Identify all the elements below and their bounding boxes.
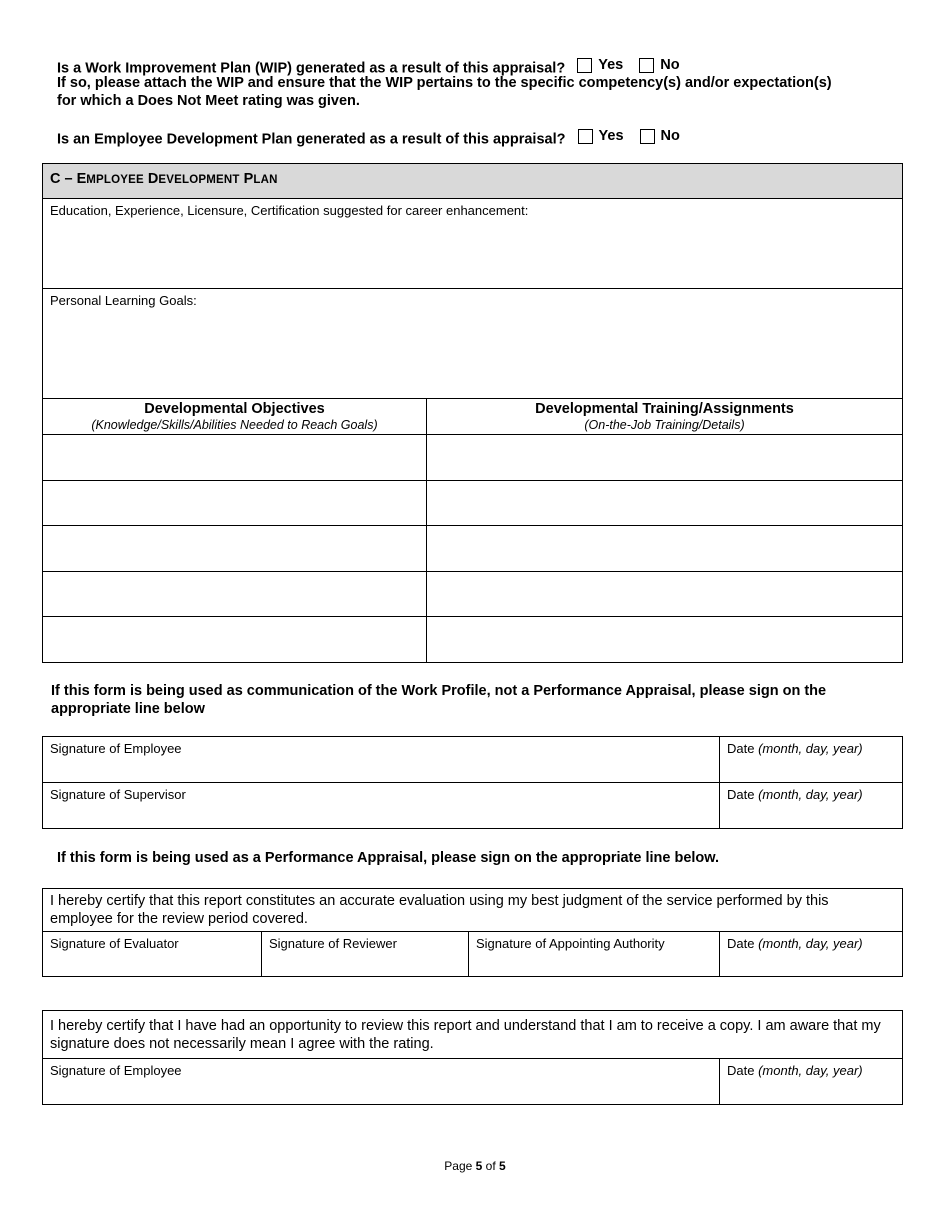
training-cell[interactable]: [427, 481, 903, 526]
work-profile-instruction: [51, 682, 921, 718]
employee-date-field[interactable]: Date (month, day, year): [720, 737, 903, 783]
objective-cell[interactable]: [43, 435, 427, 481]
employee-acknowledgement-text: I hereby certify that I have had an opportunity to review this report and understand that I am to receive a copy. I am aware that my signature does not necessarily mean I agree with the rating.: [43, 1011, 903, 1059]
wip-yes-option[interactable]: [577, 56, 623, 74]
training-cell[interactable]: [427, 526, 903, 572]
learning-goals-label: Personal Learning Goals:: [50, 293, 197, 308]
objective-cell[interactable]: [43, 617, 427, 663]
training-cell[interactable]: [427, 435, 903, 481]
education-field[interactable]: [43, 199, 903, 289]
work-profile-signature-table: [42, 736, 903, 829]
education-label: Education, Experience, Licensure, Certification suggested for career enhancement:: [50, 203, 529, 218]
training-cell[interactable]: [427, 572, 903, 617]
wip-no-checkbox[interactable]: [639, 58, 654, 73]
objectives-column-header: [43, 399, 427, 435]
appraisal-instruction: If this form is being used as a Performance Appraisal, please sign on the appropriate line below.: [57, 850, 720, 866]
training-column-header: [427, 399, 903, 435]
evaluation-date-field[interactable]: Date (month, day, year): [720, 932, 903, 977]
wip-no-option[interactable]: [639, 56, 679, 74]
objectives-title: Developmental Objectives: [144, 401, 325, 417]
objective-cell[interactable]: [43, 526, 427, 572]
evaluator-certification-text: I hereby certify that this report constitutes an accurate evaluation using my best judgment of the service performed by this employee for the review period covered.: [43, 889, 903, 932]
work-profile-instruction-line2: appropriate line below: [51, 701, 205, 717]
wip-note-line1: If so, please attach the WIP and ensure that the WIP pertains to the specific competency(s) and/or expectation(s): [57, 75, 832, 91]
wip-yes-label: Yes: [598, 57, 624, 73]
wip-note-line2: for which a Does Not Meet rating was given.: [57, 93, 360, 109]
employee-acknowledgement-signature-field[interactable]: Signature of Employee: [43, 1059, 720, 1105]
objective-cell[interactable]: [43, 572, 427, 617]
employee-signature-field[interactable]: [43, 737, 720, 783]
employee-development-plan-table: [42, 163, 903, 663]
edp-question: [57, 127, 917, 149]
objective-cell[interactable]: [43, 481, 427, 526]
evaluator-certification-table: [42, 888, 903, 977]
work-profile-instruction-line1: If this form is being used as communication of the Work Profile, not a Performance Appraisal, please sign on the: [51, 683, 827, 699]
page-footer: Page 5 of 5: [444, 1159, 506, 1173]
evaluator-signature-field[interactable]: Signature of Evaluator: [43, 932, 262, 977]
edp-no-label: No: [660, 128, 680, 144]
employee-signature-label: Signature of Employee: [50, 741, 182, 756]
current-page: 5: [475, 1159, 483, 1173]
objectives-subtitle: (Knowledge/Skills/Abilities Needed to Reach Goals): [91, 418, 378, 432]
supervisor-date-field[interactable]: Date (month, day, year): [720, 783, 903, 829]
reviewer-signature-field[interactable]: Signature of Reviewer: [262, 932, 469, 977]
appointing-authority-signature-field[interactable]: Signature of Appointing Authority: [469, 932, 720, 977]
wip-note: [57, 74, 937, 110]
edp-yes-checkbox[interactable]: [578, 129, 593, 144]
training-subtitle: (On-the-Job Training/Details): [584, 418, 745, 432]
training-cell[interactable]: [427, 617, 903, 663]
edp-no-checkbox[interactable]: [640, 129, 655, 144]
section-c-header: C – EMPLOYEE DEVELOPMENT PLAN: [43, 164, 903, 199]
edp-no-option[interactable]: [640, 127, 680, 145]
edp-question-text: Is an Employee Development Plan generated as a result of this appraisal?: [57, 131, 566, 148]
edp-yes-option[interactable]: [578, 127, 624, 145]
wip-no-label: No: [660, 57, 680, 73]
wip-yes-checkbox[interactable]: [577, 58, 592, 73]
supervisor-signature-label: Signature of Supervisor: [50, 787, 186, 802]
wip-question-text: Is a Work Improvement Plan (WIP) generated as a result of this appraisal?: [57, 60, 566, 77]
training-title: Developmental Training/Assignments: [535, 401, 794, 417]
supervisor-signature-field[interactable]: [43, 783, 720, 829]
edp-yes-label: Yes: [598, 128, 624, 144]
employee-acknowledgement-date-field[interactable]: Date (month, day, year): [720, 1059, 903, 1105]
learning-goals-field[interactable]: [43, 289, 903, 399]
total-pages: 5: [499, 1159, 506, 1173]
employee-acknowledgement-table: [42, 1010, 903, 1105]
